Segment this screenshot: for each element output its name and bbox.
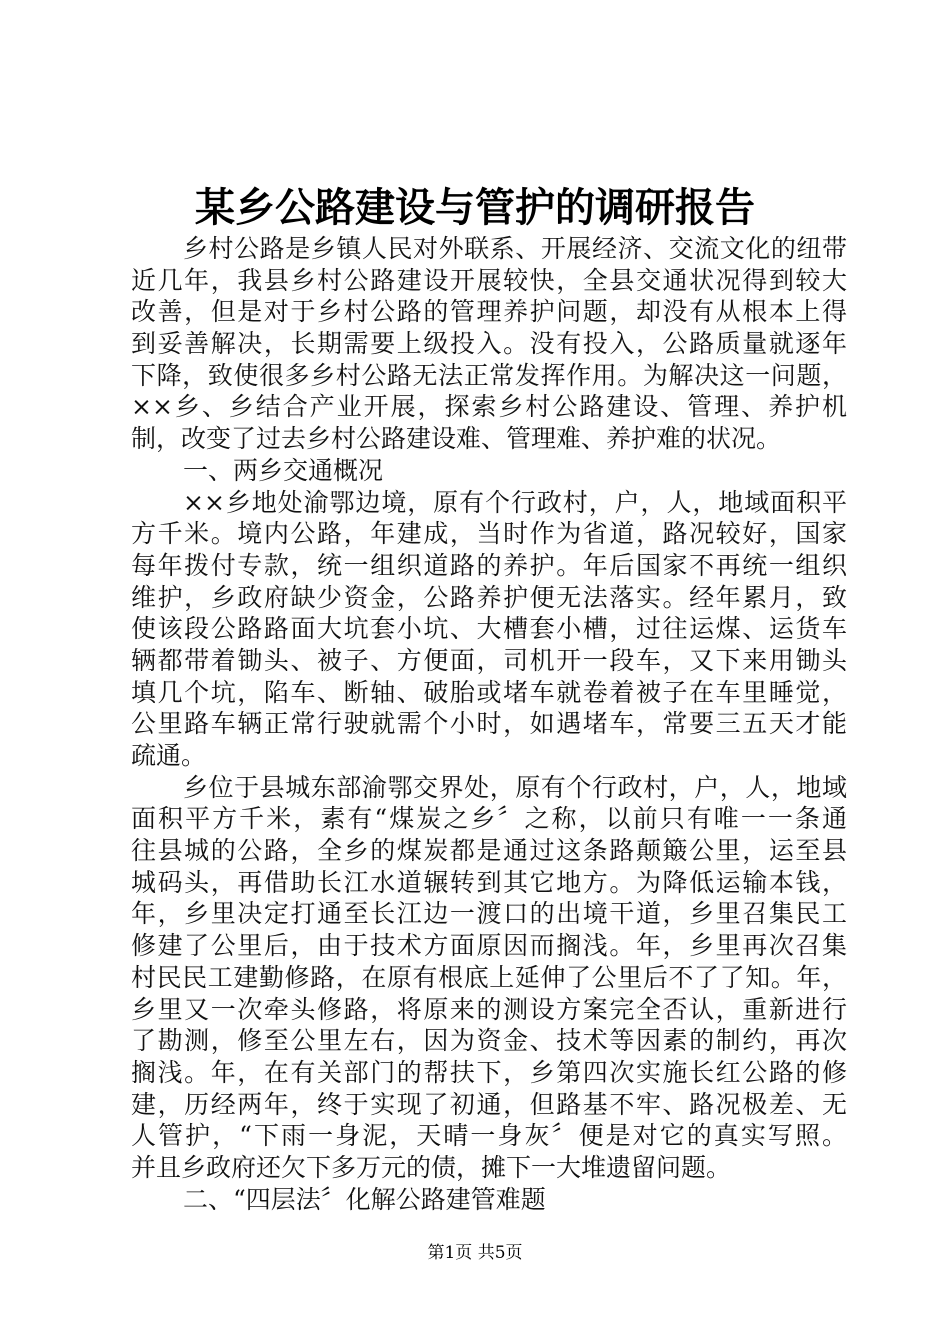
- text-line: 村民民工建勤修路，在原有根底上延伸了公里后不了了知。年，: [131, 962, 847, 992]
- text-line: 下降，致使很多乡村公路无法正常发挥作用。为解决这一问题，: [131, 360, 847, 390]
- text-line: 并且乡政府还欠下多万元的债，摊下一大堆遗留问题。: [131, 1152, 732, 1182]
- text-line: 每年拨付专款，统一组织道路的养护。年后国家不再统一组织: [131, 550, 847, 580]
- text-line: 使该段公路路面大坑套小坑、大槽套小槽，过往运煤、运货车: [131, 614, 847, 644]
- text-line: 到妥善解决，长期需要上级投入。没有投入，公路质量就逐年: [131, 329, 847, 359]
- text-line: 维护，乡政府缺少资金，公路养护便无法落实。经年累月，致: [131, 582, 847, 612]
- text-line: ××乡地处渝鄂边境，原有个行政村，户，人，地域面积平: [183, 487, 847, 517]
- page-number: 第1页 共5页: [427, 1243, 523, 1263]
- text-line: 辆都带着锄头、被子、方便面，司机开一段车，又下来用锄头: [131, 645, 847, 675]
- text-line: 搁浅。年，在有关部门的帮扶下，乡第四次实施长红公路的修: [131, 1057, 847, 1087]
- text-line: 方千米。境内公路，年建成，当时作为省道，路况较好，国家: [131, 519, 847, 549]
- text-line: ××乡、乡结合产业开展，探索乡村公路建设、管理、养护机: [131, 392, 847, 422]
- text-line: 了勘测，修至公里左右，因为资金、技术等因素的制约，再次: [131, 1026, 847, 1056]
- text-line: 人管护，“下雨一身泥，天晴一身灰〞便是对它的真实写照。: [131, 1121, 847, 1151]
- text-line: 修建了公里后，由于技术方面原因而搁浅。年，乡里再次召集: [131, 931, 847, 961]
- paragraph-3: [131, 772, 847, 1184]
- paragraph-1: [131, 233, 847, 455]
- text-line: 年，乡里决定打通至长江边一渡口的出境干道，乡里召集民工: [131, 899, 847, 929]
- text-line: 乡里又一次牵头修路，将原来的测设方案完全否认，重新进行: [131, 994, 847, 1024]
- text-line: 制，改变了过去乡村公路建设难、管理难、养护难的状况。: [131, 424, 782, 454]
- text-line: 乡村公路是乡镇人民对外联系、开展经济、交流文化的纽带: [183, 234, 847, 263]
- text-line: 城码头，再借助长江水道辗转到其它地方。为降低运输本钱，: [131, 867, 847, 897]
- document-body: [131, 233, 847, 1215]
- section-heading-1: 一、两乡交通概况: [183, 455, 384, 485]
- text-line: 建，历经两年，终于实现了初通，但路基不牢、路况极差、无: [131, 1089, 847, 1119]
- section-heading-2: 二、“四层法〞化解公路建管难题: [183, 1184, 546, 1214]
- text-line: 近几年，我县乡村公路建设开展较快，全县交通状况得到较大: [131, 265, 847, 295]
- text-line: 填几个坑，陷车、断轴、破胎或堵车就卷着被子在车里睡觉，: [131, 677, 847, 707]
- text-line: 乡位于县城东部渝鄂交界处，原有个行政村，户，人，地域: [183, 772, 847, 802]
- text-line: 公里路车辆正常行驶就需个小时，如遇堵车，常要三五天才能: [131, 709, 847, 739]
- paragraph-2: [131, 487, 847, 772]
- text-line: 疏通。: [131, 741, 207, 770]
- text-line: 往县城的公路，全乡的煤炭都是通过这条路颠簸公里，运至县: [131, 836, 847, 866]
- text-line: 面积平方千米，素有“煤炭之乡〞之称，以前只有唯一一条通: [131, 804, 847, 834]
- document-title: 某乡公路建设与管护的调研报告: [195, 184, 755, 231]
- text-line: 改善，但是对于乡村公路的管理养护问题，却没有从根本上得: [131, 297, 847, 327]
